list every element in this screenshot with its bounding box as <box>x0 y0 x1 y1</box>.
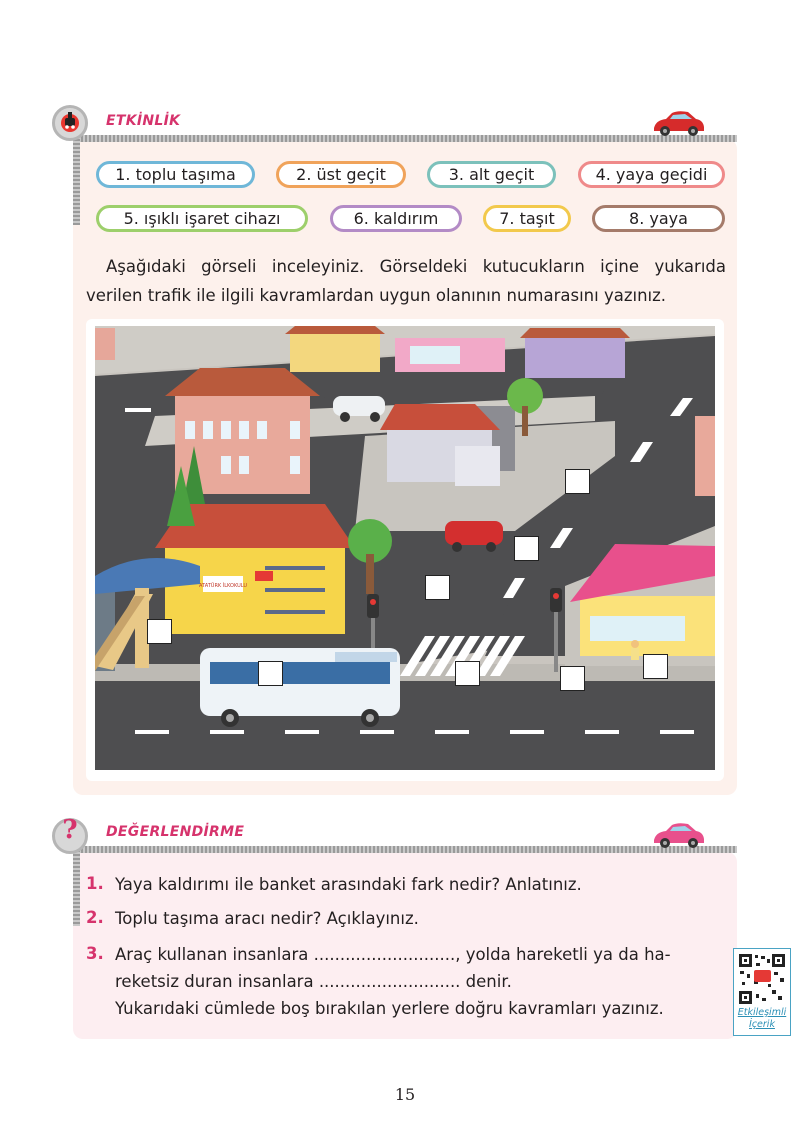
answer-box[interactable] <box>147 619 172 644</box>
concept-chip-3: 3. alt geçit <box>427 161 556 188</box>
concept-chip-2: 2. üst geçit <box>276 161 406 188</box>
qr-code-icon <box>734 950 790 1006</box>
concept-chip-8: 8. yaya <box>592 205 725 232</box>
question-number: 3. <box>86 944 104 963</box>
answer-box[interactable] <box>425 575 450 600</box>
activity-instruction: Aşağıdaki görseli inceleyiniz. Görseldeki kutucukların içine yukarıda verilen trafik ile ilgili kavramlardan uygun olanının numarasını yazınız. <box>86 257 726 305</box>
question-text: Toplu taşıma aracı nedir? Açıklayınız. <box>115 909 419 928</box>
answer-box[interactable] <box>455 661 480 686</box>
answer-box[interactable] <box>514 536 539 561</box>
qr-label-line: İçerik <box>749 1019 775 1030</box>
question-number: 1. <box>86 874 104 893</box>
concept-chip-5: 5. ışıklı işaret cihazı <box>96 205 308 232</box>
qr-label <box>734 1007 790 1031</box>
pink-car-icon <box>650 820 706 850</box>
red-car-icon <box>650 108 706 138</box>
evaluation-side-divider <box>73 846 80 926</box>
answer-box[interactable] <box>565 469 590 494</box>
traffic-scene-illustration <box>95 326 715 770</box>
activity-title: ETKİNLİK <box>106 113 181 129</box>
answer-box[interactable] <box>258 661 283 686</box>
evaluation-divider <box>73 846 737 853</box>
concept-chip-4: 4. yaya geçidi <box>578 161 725 188</box>
svg-text:ATATÜRK İLKOKULU: ATATÜRK İLKOKULU <box>199 583 247 589</box>
question-text-line: Yukarıdaki cümlede boş bırakılan yerlere doğru kavramları yazınız. <box>115 999 664 1018</box>
answer-box[interactable] <box>643 654 668 679</box>
concept-chip-7: 7. taşıt <box>483 205 571 232</box>
qr-label-line: Etkileşimli <box>737 1007 787 1018</box>
activity-divider <box>73 135 737 142</box>
question-text-line: Araç kullanan insanlara ..........................., yolda hareketli ya da ha- <box>115 945 671 964</box>
question-text: Yaya kaldırımı ile banket arasındaki fark nedir? Anlatınız. <box>115 875 582 894</box>
page-number: 15 <box>394 1085 416 1104</box>
activity-badge-icon <box>52 105 88 141</box>
activity-side-divider <box>73 135 80 225</box>
concept-chip-6: 6. kaldırım <box>330 205 462 232</box>
question-number: 2. <box>86 908 104 927</box>
question-mark-icon: ? <box>52 818 88 854</box>
answer-box[interactable] <box>560 666 585 691</box>
qr-code-link[interactable] <box>733 948 791 1036</box>
evaluation-title: DEĞERLENDİRME <box>106 824 245 840</box>
concept-chip-1: 1. toplu taşıma <box>96 161 255 188</box>
question-text-line: reketsiz duran insanlara ........................... denir. <box>115 972 512 991</box>
